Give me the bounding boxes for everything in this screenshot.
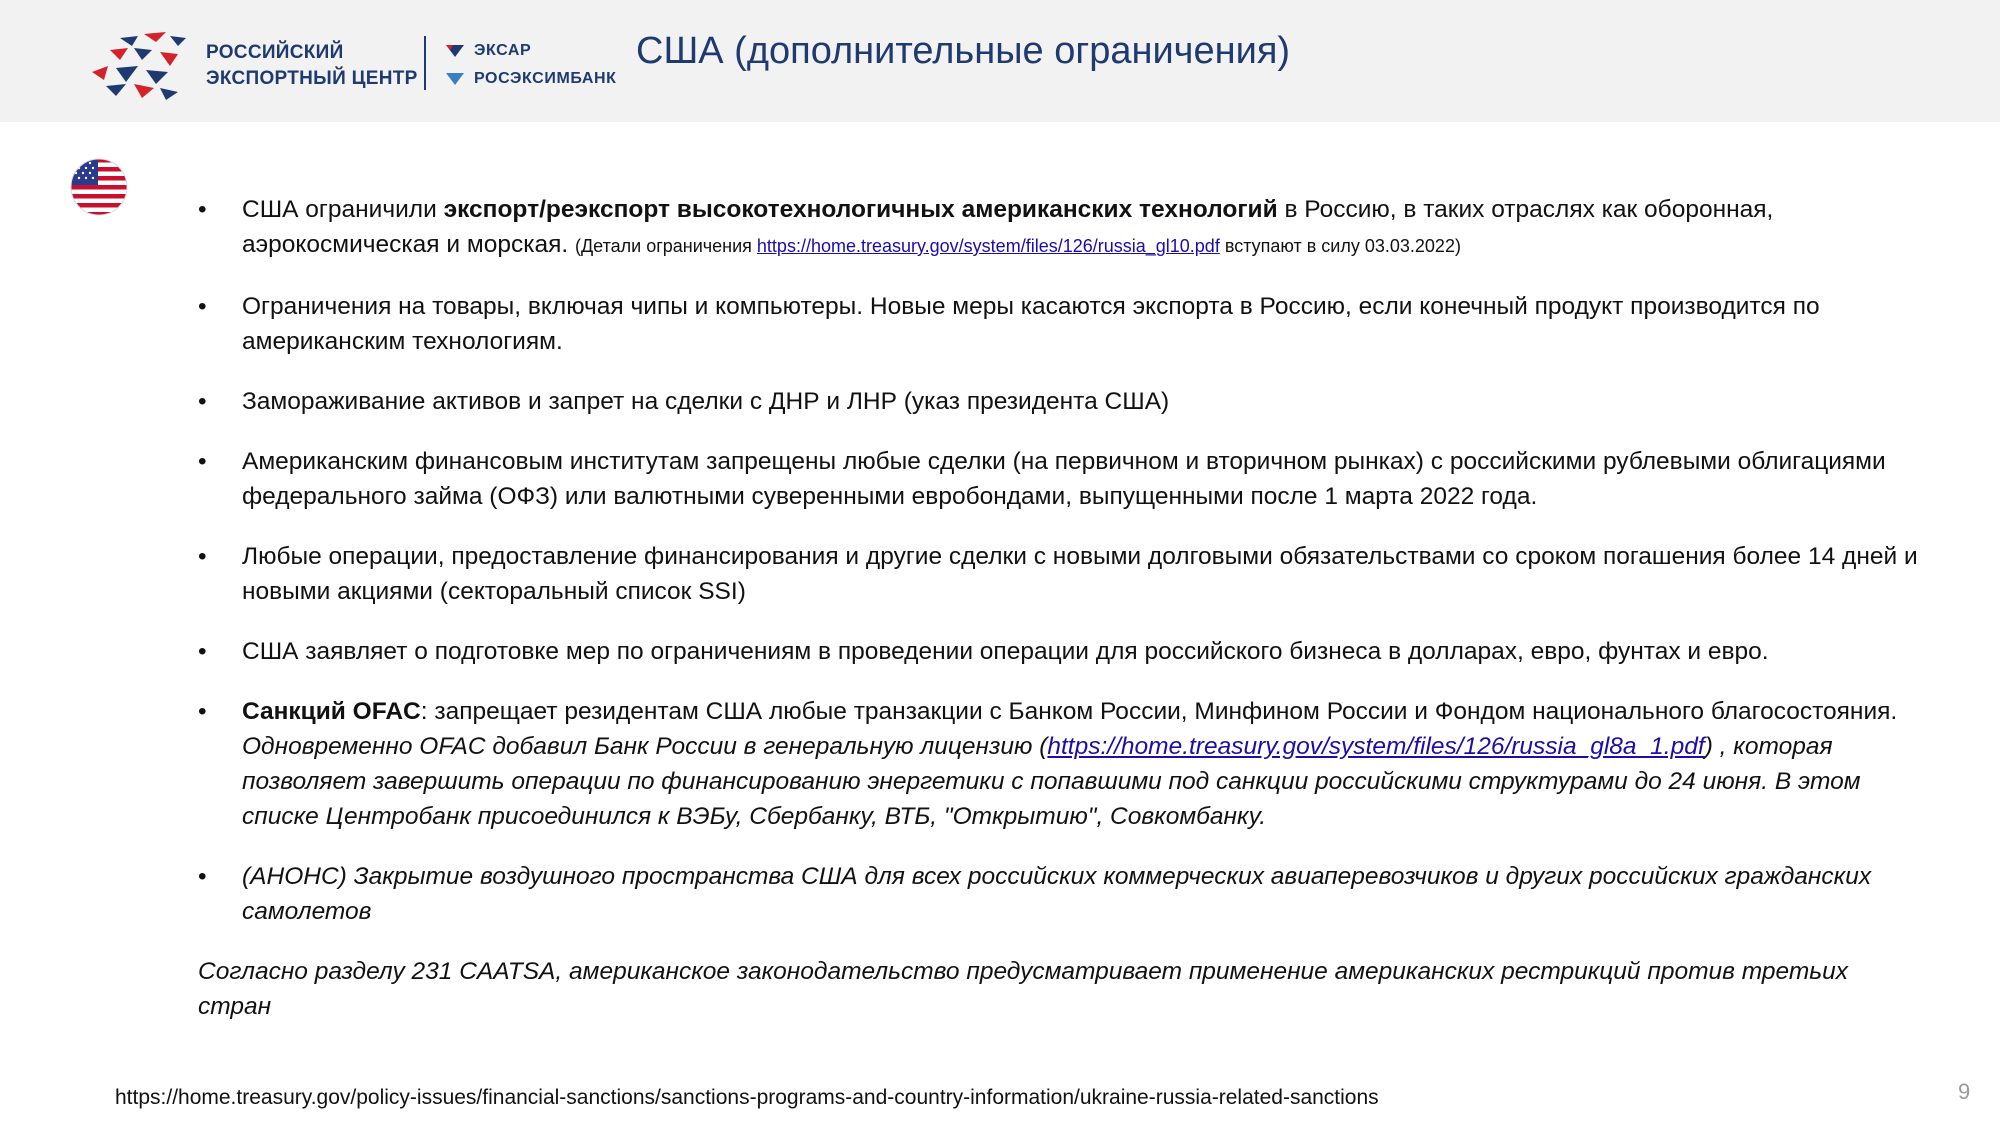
bullet-symbol: • xyxy=(198,863,207,890)
bullet-item xyxy=(198,289,1918,359)
bullet-small-text: (Детали ограничения xyxy=(574,236,757,256)
exiar-logo-icon xyxy=(446,45,464,57)
bullet-item xyxy=(198,384,1918,419)
org-name-line2: ЭКСПОРТНЫЙ ЦЕНТР xyxy=(206,68,418,89)
bullet-text: США ограничили xyxy=(242,196,444,223)
bullet-text: в Россию, в таких отраслях как оборонная, аэрокосмическая и морская. xyxy=(242,196,1774,258)
bullet-symbol: • xyxy=(198,293,207,320)
bullet-text: Любые операции, предоставление финансирования и другие сделки с новыми долговыми обязательствами со сроком погашения более 14 дней и новыми акциями (секторальный список SSI) xyxy=(242,543,1918,605)
org-name-line1: РОССИЙСКИЙ xyxy=(206,42,344,63)
treasury-gl8a-link[interactable]: https://home.treasury.gov/system/files/126/russia_gl8a_1.pdf xyxy=(1047,733,1705,760)
organization-name xyxy=(206,40,418,92)
bullet-text: (АНОНС) Закрытие воздушного пространства США для всех российских коммерческих авиаперевозчиков и других российских гражданских самолетов xyxy=(242,863,1872,925)
slide-header xyxy=(0,0,2000,122)
bullet-italic-text: Одновременно OFAC добавил Банк России в генеральную лицензию ( xyxy=(242,733,1048,760)
partner-exiar xyxy=(446,42,531,60)
partner-exiar-label: ЭКСАР xyxy=(474,42,532,59)
bullet-item xyxy=(198,539,1918,609)
bullet-text: Ограничения на товары, включая чипы и компьютеры. Новые меры касаются экспорта в Россию, если конечный продукт производится по американским технологиям. xyxy=(242,293,1820,355)
bullet-text: США заявляет о подготовке мер по ограничениям в проведении операции для российского бизнеса в долларах, евро, фунтах и евро. xyxy=(242,638,1769,665)
bullet-text: Американским финансовым институтам запрещены любые сделки (на первичном и вторичном рынках) с российскими рублевыми облигациями федерального займа (ОФЗ) или валютными суверенными евробондами, выпущенными после 1 марта 2022 года. xyxy=(242,448,1886,510)
bullet-small-text: вступают в силу 03.03.2022) xyxy=(1219,236,1461,256)
source-url-link[interactable]: https://home.treasury.gov/policy-issues/financial-sanctions/sanctions-programs-and-country-information/ukraine-russia-related-sanctions xyxy=(115,1086,1379,1109)
bullet-symbol: • xyxy=(198,388,207,415)
treasury-gl10-link[interactable]: https://home.treasury.gov/system/files/126/russia_gl10.pdf xyxy=(756,236,1220,256)
bullet-symbol: • xyxy=(198,448,207,475)
bullet-italic-text: ) , которая позволяет завершить операции по финансированию энергетики с попавшими под санкции российскими структурами до 24 июня. В этом списке Центробанк присоединился к ВЭБу, Сбербанку, ВТБ, "Открытию", Совкомбанку. xyxy=(242,733,1861,830)
russian-export-center-logo-icon xyxy=(86,32,196,102)
bullet-item xyxy=(198,192,1918,264)
bullet-item xyxy=(198,444,1918,514)
bullet-text: : запрещает резидентам США любые транзакции с Банком России, Минфином России и Фондом национального благосостояния. xyxy=(420,698,1898,725)
page-number: 9 xyxy=(1958,1079,1971,1104)
bullet-item xyxy=(198,634,1918,669)
slide-title: США (дополнительные ограничения) xyxy=(636,30,1291,72)
partner-roseximbank xyxy=(446,70,617,88)
partner-roseximbank-label: РОСЭКСИМБАНК xyxy=(474,70,617,87)
bullet-bold-text: Санкций OFAC xyxy=(242,698,421,725)
bullet-symbol: • xyxy=(198,543,207,570)
bullet-symbol: • xyxy=(198,638,207,665)
bullet-item xyxy=(198,694,1918,834)
slide-content xyxy=(198,192,1918,1024)
bullet-item xyxy=(198,859,1918,929)
bullet-text: Замораживание активов и запрет на сделки с ДНР и ЛНР (указ президента США) xyxy=(242,388,1170,415)
roseximbank-logo-icon xyxy=(446,73,464,85)
bullet-bold-text: экспорт/реэкспорт высокотехнологичных американских технологий xyxy=(443,196,1278,223)
caatsa-note: Согласно разделу 231 CAATSA, американское законодательство предусматривает применение американских рестрикций против третьих стран xyxy=(198,958,1848,1020)
usa-flag-icon xyxy=(70,158,128,216)
bullet-symbol: • xyxy=(198,698,207,725)
bullet-symbol: • xyxy=(198,196,207,223)
logo-divider xyxy=(424,36,426,90)
